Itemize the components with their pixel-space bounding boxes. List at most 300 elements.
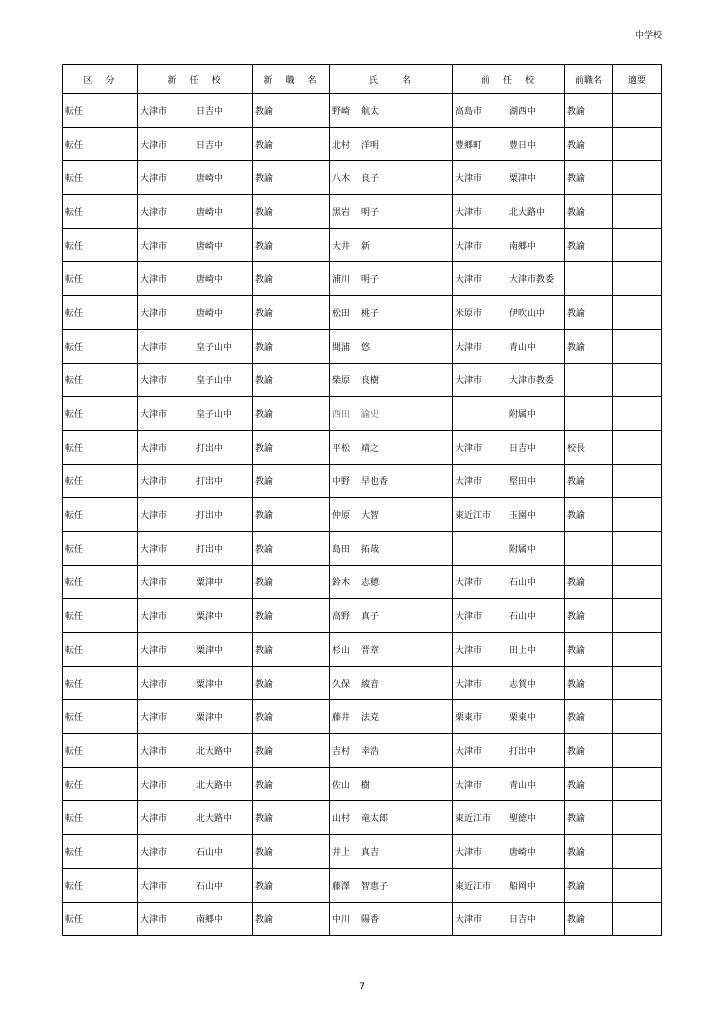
name-cell bbox=[330, 599, 453, 633]
remarks-cell bbox=[613, 767, 662, 801]
new-school-name: 粟津中 bbox=[196, 645, 224, 656]
table-row bbox=[63, 565, 662, 599]
previous-school-cell bbox=[453, 565, 565, 599]
new-school-name: 南郷中 bbox=[196, 915, 224, 926]
remarks-cell bbox=[613, 531, 662, 565]
new-school-city: 大津市 bbox=[140, 679, 168, 690]
page-number: 7 bbox=[359, 982, 365, 992]
new-position-cell: 教諭 bbox=[253, 498, 330, 532]
table-row bbox=[63, 531, 662, 565]
name-cell bbox=[330, 531, 453, 565]
new-school-name: 唐崎中 bbox=[196, 241, 224, 252]
new-position-cell: 教諭 bbox=[253, 666, 330, 700]
previous-school-cell bbox=[453, 296, 565, 330]
first-name: 拓哉 bbox=[361, 544, 380, 555]
new-school-name: 日吉中 bbox=[196, 106, 224, 117]
new-position-cell: 教諭 bbox=[253, 835, 330, 869]
first-name: 靖之 bbox=[361, 443, 380, 454]
previous-position-cell: 教諭 bbox=[565, 868, 613, 902]
new-school-city: 大津市 bbox=[140, 915, 168, 926]
new-school-cell bbox=[138, 565, 253, 599]
table-row bbox=[63, 633, 662, 667]
first-name: 明子 bbox=[361, 275, 380, 286]
previous-school-city: 東近江市 bbox=[455, 881, 492, 892]
previous-school-cell bbox=[453, 464, 565, 498]
previous-school-cell bbox=[453, 666, 565, 700]
previous-position-cell: 教諭 bbox=[565, 127, 613, 161]
previous-school-name: 田上中 bbox=[509, 645, 537, 656]
new-school-cell bbox=[138, 633, 253, 667]
previous-school-cell bbox=[453, 397, 565, 431]
last-name: 藤井 bbox=[332, 713, 351, 724]
last-name: 仲原 bbox=[332, 511, 351, 522]
remarks-cell bbox=[613, 666, 662, 700]
first-name: 新 bbox=[361, 241, 371, 252]
previous-school-name: 石山中 bbox=[509, 612, 537, 623]
previous-school-city: 大津市 bbox=[455, 443, 483, 454]
remarks-cell bbox=[613, 498, 662, 532]
previous-school-cell bbox=[453, 902, 565, 936]
table-body bbox=[63, 94, 662, 936]
new-school-cell bbox=[138, 363, 253, 397]
new-position-cell: 教諭 bbox=[253, 127, 330, 161]
first-name: 智恵子 bbox=[361, 881, 389, 892]
remarks-cell bbox=[613, 363, 662, 397]
previous-school-cell bbox=[453, 633, 565, 667]
table-row bbox=[63, 835, 662, 869]
table-header-row bbox=[63, 65, 662, 94]
new-position-cell: 教諭 bbox=[253, 430, 330, 464]
new-school-name: 打出中 bbox=[196, 443, 224, 454]
table-row bbox=[63, 195, 662, 229]
name-cell bbox=[330, 700, 453, 734]
new-position-cell: 教諭 bbox=[253, 902, 330, 936]
last-name: 山村 bbox=[332, 814, 351, 825]
first-name: 幸浩 bbox=[361, 746, 380, 757]
name-cell bbox=[330, 902, 453, 936]
previous-position-cell: 教諭 bbox=[565, 599, 613, 633]
new-position-cell: 教諭 bbox=[253, 296, 330, 330]
remarks-cell bbox=[613, 262, 662, 296]
category-cell: 転任 bbox=[63, 633, 138, 667]
previous-school-cell bbox=[453, 262, 565, 296]
new-school-cell bbox=[138, 329, 253, 363]
first-name: 真子 bbox=[361, 612, 380, 623]
category-cell: 転任 bbox=[63, 195, 138, 229]
table-row bbox=[63, 363, 662, 397]
previous-school-cell bbox=[453, 127, 565, 161]
previous-position-cell: 教諭 bbox=[565, 633, 613, 667]
new-school-cell bbox=[138, 262, 253, 296]
name-cell bbox=[330, 161, 453, 195]
remarks-cell bbox=[613, 902, 662, 936]
previous-school-city: 大津市 bbox=[455, 915, 483, 926]
last-name: 浦川 bbox=[332, 275, 351, 286]
remarks-cell bbox=[613, 195, 662, 229]
name-cell bbox=[330, 262, 453, 296]
previous-position-cell: 教諭 bbox=[565, 195, 613, 229]
table-row bbox=[63, 430, 662, 464]
previous-school-city: 米原市 bbox=[455, 308, 483, 319]
name-cell bbox=[330, 801, 453, 835]
new-school-city: 大津市 bbox=[140, 106, 168, 117]
new-school-city: 大津市 bbox=[140, 713, 168, 724]
new-school-cell bbox=[138, 127, 253, 161]
previous-school-city: 大津市 bbox=[455, 174, 483, 185]
category-cell: 転任 bbox=[63, 666, 138, 700]
new-school-city: 大津市 bbox=[140, 881, 168, 892]
last-name: 大井 bbox=[332, 241, 351, 252]
header-new-position: 新 職 名 bbox=[253, 65, 330, 94]
new-school-cell bbox=[138, 700, 253, 734]
new-school-city: 大津市 bbox=[140, 308, 168, 319]
first-name: 航太 bbox=[361, 106, 380, 117]
new-school-city: 大津市 bbox=[140, 241, 168, 252]
last-name: 吉村 bbox=[332, 746, 351, 757]
category-cell: 転任 bbox=[63, 397, 138, 431]
previous-position-cell: 教諭 bbox=[565, 296, 613, 330]
category-cell: 転任 bbox=[63, 329, 138, 363]
new-position-cell: 教諭 bbox=[253, 565, 330, 599]
new-school-cell bbox=[138, 94, 253, 128]
previous-position-cell: 教諭 bbox=[565, 161, 613, 195]
previous-school-name: 大津市教委 bbox=[509, 376, 555, 387]
last-name: 平松 bbox=[332, 443, 351, 454]
new-school-name: 唐崎中 bbox=[196, 308, 224, 319]
remarks-cell bbox=[613, 868, 662, 902]
new-position-cell: 教諭 bbox=[253, 633, 330, 667]
header-name: 氏 名 bbox=[330, 65, 453, 94]
previous-school-cell bbox=[453, 228, 565, 262]
new-school-name: 打出中 bbox=[196, 544, 224, 555]
previous-school-cell bbox=[453, 531, 565, 565]
previous-school-name: 玉園中 bbox=[509, 511, 537, 522]
header-remarks: 適要 bbox=[613, 65, 662, 94]
previous-school-city: 高島市 bbox=[455, 106, 483, 117]
previous-school-name: 日吉中 bbox=[509, 443, 537, 454]
last-name: 柴原 bbox=[332, 376, 351, 387]
category-cell: 転任 bbox=[63, 430, 138, 464]
remarks-cell bbox=[613, 633, 662, 667]
new-school-cell bbox=[138, 161, 253, 195]
previous-position-cell: 教諭 bbox=[565, 94, 613, 128]
previous-school-city: 大津市 bbox=[455, 342, 483, 353]
new-school-city: 大津市 bbox=[140, 544, 168, 555]
category-cell: 転任 bbox=[63, 565, 138, 599]
new-school-cell bbox=[138, 531, 253, 565]
new-school-name: 粟津中 bbox=[196, 679, 224, 690]
first-name: 大智 bbox=[361, 511, 380, 522]
new-school-city: 大津市 bbox=[140, 174, 168, 185]
document-category-label: 中学校 bbox=[634, 31, 662, 41]
first-name: 桃子 bbox=[361, 308, 380, 319]
previous-school-city: 大津市 bbox=[455, 275, 483, 286]
last-name: 杉山 bbox=[332, 645, 351, 656]
new-school-city: 大津市 bbox=[140, 477, 168, 488]
previous-school-name: 栗東中 bbox=[509, 713, 537, 724]
remarks-cell bbox=[613, 801, 662, 835]
new-position-cell: 教諭 bbox=[253, 397, 330, 431]
remarks-cell bbox=[613, 430, 662, 464]
new-school-cell bbox=[138, 464, 253, 498]
table-row bbox=[63, 161, 662, 195]
previous-school-cell bbox=[453, 363, 565, 397]
previous-school-cell bbox=[453, 599, 565, 633]
previous-position-cell: 教諭 bbox=[565, 700, 613, 734]
table-row bbox=[63, 262, 662, 296]
previous-school-name: 打出中 bbox=[509, 746, 537, 757]
previous-school-cell bbox=[453, 734, 565, 768]
category-cell: 転任 bbox=[63, 94, 138, 128]
new-school-cell bbox=[138, 195, 253, 229]
new-position-cell: 教諭 bbox=[253, 464, 330, 498]
table-row bbox=[63, 329, 662, 363]
table-row bbox=[63, 464, 662, 498]
previous-school-city: 東近江市 bbox=[455, 814, 492, 825]
new-school-name: 打出中 bbox=[196, 477, 224, 488]
table-row bbox=[63, 498, 662, 532]
name-cell bbox=[330, 767, 453, 801]
remarks-cell bbox=[613, 127, 662, 161]
last-name: 藤澤 bbox=[332, 881, 351, 892]
previous-school-city: 大津市 bbox=[455, 847, 483, 858]
previous-school-name: 豊日中 bbox=[509, 140, 537, 151]
previous-school-name: 附属中 bbox=[509, 410, 537, 421]
new-school-name: 粟津中 bbox=[196, 612, 224, 623]
previous-school-city: 大津市 bbox=[455, 477, 483, 488]
first-name: 洋明 bbox=[361, 140, 380, 151]
new-school-name: 粟津中 bbox=[196, 713, 224, 724]
new-school-city: 大津市 bbox=[140, 342, 168, 353]
previous-school-cell bbox=[453, 868, 565, 902]
previous-school-name: 大津市教委 bbox=[509, 275, 555, 286]
new-school-name: 石山中 bbox=[196, 847, 224, 858]
remarks-cell bbox=[613, 464, 662, 498]
name-cell bbox=[330, 666, 453, 700]
previous-position-cell: 教諭 bbox=[565, 835, 613, 869]
name-cell bbox=[330, 835, 453, 869]
first-name: 真吉 bbox=[361, 847, 380, 858]
new-position-cell: 教諭 bbox=[253, 195, 330, 229]
remarks-cell bbox=[613, 835, 662, 869]
previous-position-cell: 教諭 bbox=[565, 767, 613, 801]
first-name: 良樹 bbox=[361, 376, 380, 387]
previous-position-cell bbox=[565, 397, 613, 431]
previous-position-cell: 教諭 bbox=[565, 228, 613, 262]
remarks-cell bbox=[613, 94, 662, 128]
remarks-cell bbox=[613, 296, 662, 330]
table-row bbox=[63, 127, 662, 161]
previous-school-name: 青山中 bbox=[509, 780, 537, 791]
new-position-cell: 教諭 bbox=[253, 700, 330, 734]
new-school-name: 皇子山中 bbox=[196, 410, 233, 421]
category-cell: 転任 bbox=[63, 835, 138, 869]
last-name: 中野 bbox=[332, 477, 351, 488]
first-name: 竜太郎 bbox=[361, 814, 389, 825]
new-school-name: 北大路中 bbox=[196, 814, 233, 825]
previous-school-city: 大津市 bbox=[455, 645, 483, 656]
table-row bbox=[63, 700, 662, 734]
new-position-cell: 教諭 bbox=[253, 531, 330, 565]
new-school-cell bbox=[138, 734, 253, 768]
previous-position-cell: 教諭 bbox=[565, 734, 613, 768]
previous-school-name: 堅田中 bbox=[509, 477, 537, 488]
remarks-cell bbox=[613, 329, 662, 363]
last-name: 中川 bbox=[332, 915, 351, 926]
previous-school-cell bbox=[453, 835, 565, 869]
previous-position-cell: 教諭 bbox=[565, 565, 613, 599]
previous-school-cell bbox=[453, 94, 565, 128]
first-name: 陽香 bbox=[361, 915, 380, 926]
new-school-city: 大津市 bbox=[140, 140, 168, 151]
new-school-city: 大津市 bbox=[140, 612, 168, 623]
new-school-name: 粟津中 bbox=[196, 578, 224, 589]
first-name: 志穂 bbox=[361, 578, 380, 589]
category-cell: 転任 bbox=[63, 700, 138, 734]
new-school-cell bbox=[138, 430, 253, 464]
category-cell: 転任 bbox=[63, 296, 138, 330]
first-name: 良子 bbox=[361, 174, 380, 185]
new-school-name: 北大路中 bbox=[196, 746, 233, 757]
new-position-cell: 教諭 bbox=[253, 767, 330, 801]
previous-school-city: 栗東市 bbox=[455, 713, 483, 724]
category-cell: 転任 bbox=[63, 161, 138, 195]
new-position-cell: 教諭 bbox=[253, 801, 330, 835]
new-school-cell bbox=[138, 835, 253, 869]
new-school-city: 大津市 bbox=[140, 376, 168, 387]
remarks-cell bbox=[613, 228, 662, 262]
previous-school-city: 大津市 bbox=[455, 578, 483, 589]
previous-school-name: 唐崎中 bbox=[509, 847, 537, 858]
last-name: 松田 bbox=[332, 308, 351, 319]
last-name: 西田 bbox=[332, 410, 351, 421]
category-cell: 転任 bbox=[63, 801, 138, 835]
remarks-cell bbox=[613, 700, 662, 734]
name-cell bbox=[330, 498, 453, 532]
name-cell bbox=[330, 94, 453, 128]
header-previous-school: 前 任 校 bbox=[453, 65, 565, 94]
name-cell bbox=[330, 397, 453, 431]
previous-school-cell bbox=[453, 498, 565, 532]
previous-school-cell bbox=[453, 161, 565, 195]
last-name: 間浦 bbox=[332, 342, 351, 353]
previous-school-city: 大津市 bbox=[455, 679, 483, 690]
last-name: 島田 bbox=[332, 544, 351, 555]
last-name: 井上 bbox=[332, 847, 351, 858]
previous-school-name: 附属中 bbox=[509, 544, 537, 555]
previous-school-cell bbox=[453, 329, 565, 363]
previous-school-city: 大津市 bbox=[455, 207, 483, 218]
category-cell: 転任 bbox=[63, 262, 138, 296]
new-position-cell: 教諭 bbox=[253, 329, 330, 363]
last-name: 北村 bbox=[332, 140, 351, 151]
table-row bbox=[63, 902, 662, 936]
new-school-city: 大津市 bbox=[140, 746, 168, 757]
new-school-name: 北大路中 bbox=[196, 780, 233, 791]
table-row bbox=[63, 296, 662, 330]
previous-school-cell bbox=[453, 801, 565, 835]
previous-school-cell bbox=[453, 430, 565, 464]
new-school-city: 大津市 bbox=[140, 780, 168, 791]
last-name: 野崎 bbox=[332, 106, 351, 117]
first-name: 早也香 bbox=[361, 477, 389, 488]
previous-position-cell: 教諭 bbox=[565, 464, 613, 498]
first-name: 樹 bbox=[361, 780, 371, 791]
category-cell: 転任 bbox=[63, 363, 138, 397]
table-row bbox=[63, 228, 662, 262]
new-school-cell bbox=[138, 599, 253, 633]
previous-school-cell bbox=[453, 767, 565, 801]
transfer-roster-table bbox=[62, 64, 662, 936]
new-school-name: 唐崎中 bbox=[196, 174, 224, 185]
new-position-cell: 教諭 bbox=[253, 868, 330, 902]
header-previous-position: 前職名 bbox=[565, 65, 613, 94]
table-row bbox=[63, 801, 662, 835]
previous-school-name: 石山中 bbox=[509, 578, 537, 589]
name-cell bbox=[330, 868, 453, 902]
previous-school-name: 青山中 bbox=[509, 342, 537, 353]
first-name: 晋章 bbox=[361, 645, 380, 656]
new-school-city: 大津市 bbox=[140, 410, 168, 421]
category-cell: 転任 bbox=[63, 902, 138, 936]
previous-school-name: 南郷中 bbox=[509, 241, 537, 252]
previous-school-city: 東近江市 bbox=[455, 511, 492, 522]
new-school-cell bbox=[138, 296, 253, 330]
remarks-cell bbox=[613, 565, 662, 599]
previous-position-cell: 校長 bbox=[565, 430, 613, 464]
category-cell: 転任 bbox=[63, 734, 138, 768]
last-name: 久保 bbox=[332, 679, 351, 690]
previous-position-cell: 教諭 bbox=[565, 498, 613, 532]
previous-position-cell: 教諭 bbox=[565, 902, 613, 936]
table-row bbox=[63, 734, 662, 768]
name-cell bbox=[330, 296, 453, 330]
new-position-cell: 教諭 bbox=[253, 599, 330, 633]
category-cell: 転任 bbox=[63, 498, 138, 532]
new-school-cell bbox=[138, 801, 253, 835]
previous-school-name: 湖西中 bbox=[509, 106, 537, 117]
new-school-city: 大津市 bbox=[140, 814, 168, 825]
remarks-cell bbox=[613, 397, 662, 431]
category-cell: 転任 bbox=[63, 868, 138, 902]
last-name: 佐山 bbox=[332, 780, 351, 791]
previous-school-city: 大津市 bbox=[455, 241, 483, 252]
table-row bbox=[63, 397, 662, 431]
previous-school-name: 北大路中 bbox=[509, 207, 546, 218]
new-position-cell: 教諭 bbox=[253, 262, 330, 296]
previous-position-cell bbox=[565, 363, 613, 397]
previous-school-name: 伊吹山中 bbox=[509, 308, 546, 319]
table-row bbox=[63, 94, 662, 128]
header-new-school: 新 任 校 bbox=[138, 65, 253, 94]
new-school-city: 大津市 bbox=[140, 275, 168, 286]
new-school-name: 日吉中 bbox=[196, 140, 224, 151]
previous-school-name: 志賀中 bbox=[509, 679, 537, 690]
new-school-city: 大津市 bbox=[140, 645, 168, 656]
new-school-name: 唐崎中 bbox=[196, 207, 224, 218]
table-row bbox=[63, 868, 662, 902]
category-cell: 転任 bbox=[63, 228, 138, 262]
name-cell bbox=[330, 430, 453, 464]
previous-school-city: 大津市 bbox=[455, 780, 483, 791]
table-row bbox=[63, 666, 662, 700]
new-school-name: 打出中 bbox=[196, 511, 224, 522]
new-school-cell bbox=[138, 666, 253, 700]
last-name: 鈴木 bbox=[332, 578, 351, 589]
first-name: 法克 bbox=[361, 713, 380, 724]
category-cell: 転任 bbox=[63, 767, 138, 801]
previous-position-cell: 教諭 bbox=[565, 329, 613, 363]
